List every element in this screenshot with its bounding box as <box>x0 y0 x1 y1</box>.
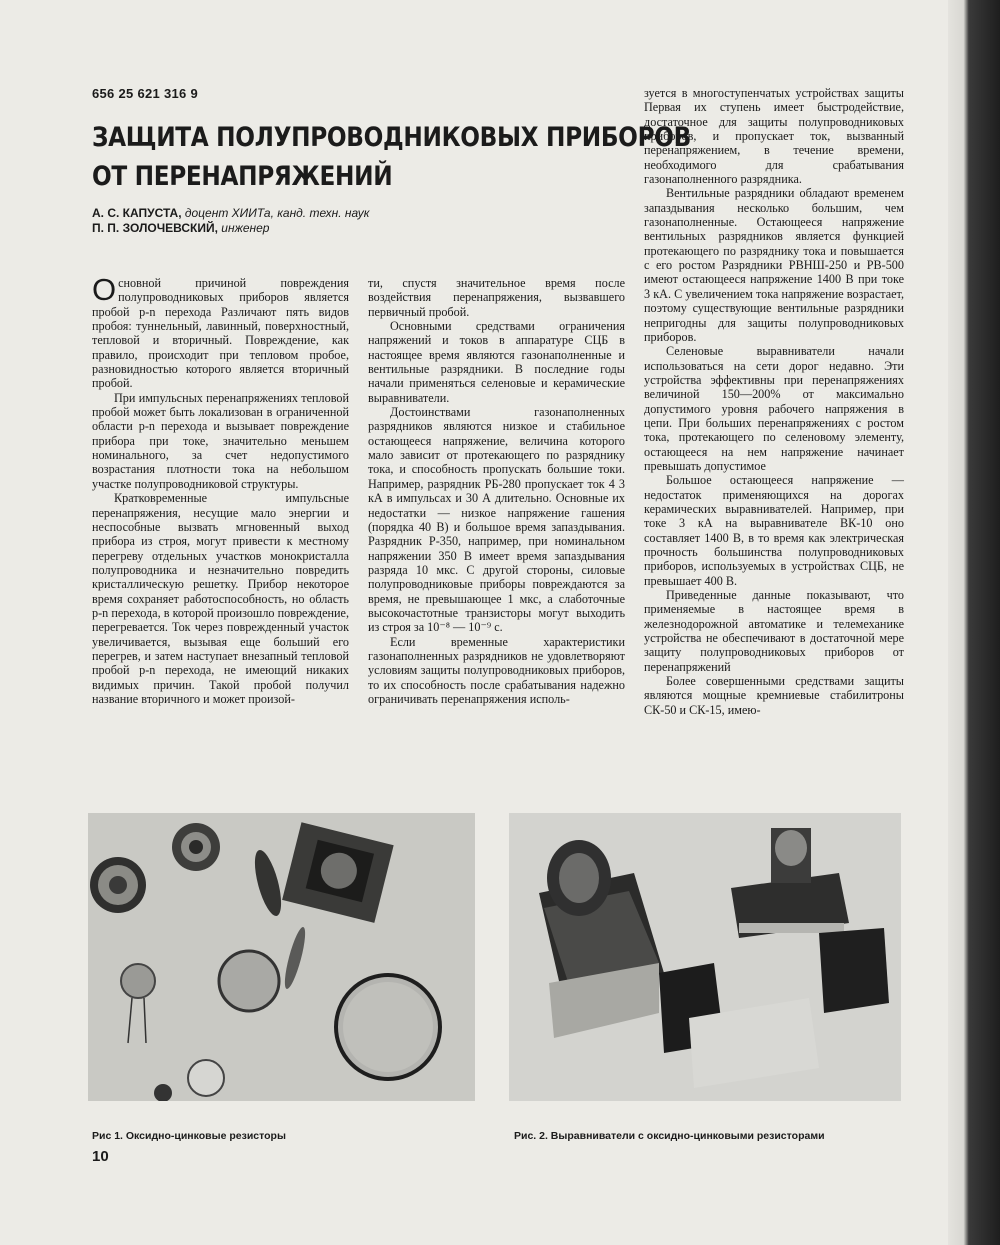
drop-cap: О <box>92 272 117 307</box>
author-2 <box>92 221 369 236</box>
paragraph: Достоинствами газонаполненных разрядников являются низкое и стабильное остающееся напряжение, величина которого мало зависит от протекающего по разряднику тока, и способность пропускать большие токи. Например, разрядник РБ-280 пропускает ток 4 3 кА в импульсах и 30 А длительно. Основные их недостатки — низкое напряжение гашения (порядка 40 В) и большое время запаздывания. Разрядник Р-350, например, при номинальном напряжении 350 В имеет время запаздывания разряда 10 мкс. С другой стороны, силовые полупроводниковые приборы повреждаются за время, не превышающее 1 мкс, а слаботочные высокочастотные транзисторы могут выходить из строя за 10⁻⁸ — 10⁻⁹ с. <box>368 405 625 635</box>
paragraph: Кратковременные импульсные перенапряжения, несущие мало энергии и неспособные вызвать мгновенный выход прибора из строя, могут привести к местному перегреву отдельных участков монокристалла полупроводника и незначительно повредить кристаллическую решетку. Прибор некоторое время сохраняет работоспособность, но область p-n перехода, в которой произошло повреждение, перегревается. Ток через поврежденный участок увеличивается, вызывая еще больший его перегрев, и затем наступает внезапный тепловой пробой p-n перехода, не имеющий никаких видимых причин. Такой пробой получил название вторичного и может произой- <box>92 491 349 706</box>
text-column-2 <box>368 276 625 706</box>
zinc-oxide-resistors-image <box>88 813 475 1101</box>
paragraph-continued: зуется в многоступенчатых устройствах защиты Первая их ступень имеет быстродействие, достаточное для защиты полупроводниковых приборов, и пропускает ток, вызванный перенапряжением, в течение времени, необходимого для срабатывания газонаполненного разрядника. <box>644 86 904 187</box>
paragraph-text: сновной причиной повреждения полупроводниковых приборов является пробой p-n перехода Различают пять видов пробоя: туннельный, лавинный, поверхностный, тепловой и вторичный. Повреждение, как правило, происходит при тепловом пробое, разновидностью которого является вторичный пробой. <box>92 276 349 391</box>
author-1 <box>92 206 369 221</box>
paragraph: Селеновые выравниватели начали использоваться на сети дорог недавно. Эти устройства эффективны при перенапряжениях величиной 150—200% от максимально допустимого уровня рабочего напряжения в цепи. При больших перенапряжениях с ростом тока, протекающего по селеновому элементу, остающееся на нем напряжение начинает превышать допустимое <box>644 344 904 473</box>
author-2-name: П. П. ЗОЛОЧЕВСКИЙ, <box>92 221 218 235</box>
author-1-position: доцент ХИИТа, канд. техн. наук <box>184 206 370 220</box>
figure-2-caption: Рис. 2. Выравниватели с оксидно-цинковыми резисторами <box>514 1130 825 1142</box>
text-column-3 <box>644 86 904 717</box>
page-binding-edge <box>948 0 1000 1245</box>
author-2-position: инженер <box>221 221 270 235</box>
paragraph: Вентильные разрядники обладают временем запаздывания несколько большим, чем газонаполненные. Остающееся напряжение вентильных разрядников является функцией протекающего по разряднику тока и повышается с его ростом Разрядники РВНШ-250 и РВ-500 имеют остающееся напряжение 1400 В при токе 3 кА. С увеличением тока напряжение возрастает, поэтому существующие вентильные разрядники непригодны для защиты полупроводниковых приборов. <box>644 186 904 344</box>
author-1-name: А. С. КАПУСТА, <box>92 206 182 220</box>
voltage-levelers-image <box>509 813 901 1101</box>
figure-2-photo <box>509 813 901 1101</box>
article-title <box>92 118 692 196</box>
paragraph: Большое остающееся напряжение — недостаток применяющихся на дорогах керамических выравнивателей. Например, при токе 3 кА на выравнивателе ВК-10 оно составляет 1400 В, в то время как электрическая прочность большинства полупроводниковых приборов, используемых в устройствах СЦБ, не превышает 400 В. <box>644 473 904 588</box>
paragraph: Более совершенными средствами защиты являются мощные кремниевые стабилитроны СК-50 и СК-15, имею- <box>644 674 904 717</box>
paragraph: Если временные характеристики газонаполненных разрядников не удовлетворяют условиям защиты полупроводниковых приборов, то их способность после срабатывания надежно ограничивать перенапряжения исполь- <box>368 634 625 706</box>
paragraph-continued: ти, спустя значительное время после воздействия перенапряжения, вызвавшего первичный пробой. <box>368 276 625 319</box>
page-number: 10 <box>92 1148 109 1165</box>
authors <box>92 206 369 236</box>
paragraph: При импульсных перенапряжениях тепловой пробой может быть локализован в ограниченной области p-n перехода и вызывает повреждение прибора при токе, значительно меньшем номинального, за счет недопустимого возрастания плотности тока на небольшом участке полупроводниковой структуры. <box>92 390 349 491</box>
title-line-2: ОТ ПЕРЕНАПРЯЖЕНИЙ <box>92 161 393 192</box>
paragraph <box>92 272 349 391</box>
paragraph: Приведенные данные показывают, что применяемые в настоящее время в железнодорожной автоматике и телемеханике устройства не обеспечивают в достаточной мере защиту полупроводниковых приборов от перенапряжений <box>644 588 904 674</box>
figure-1-photo <box>88 813 475 1101</box>
udc-code: 656 25 621 316 9 <box>92 86 199 101</box>
text-column-1 <box>92 272 349 706</box>
title-line-1: ЗАЩИТА ПОЛУПРОВОДНИКОВЫХ ПРИБОРОВ <box>92 122 692 153</box>
figure-1-caption: Рис 1. Оксидно-цинковые резисторы <box>92 1130 286 1142</box>
paragraph: Основными средствами ограничения напряжений и токов в аппаратуре СЦБ в настоящее время являются газонаполненные и вентильные разрядники. В последние годы начали применяться селеновые и керамические выравниватели. <box>368 319 625 405</box>
